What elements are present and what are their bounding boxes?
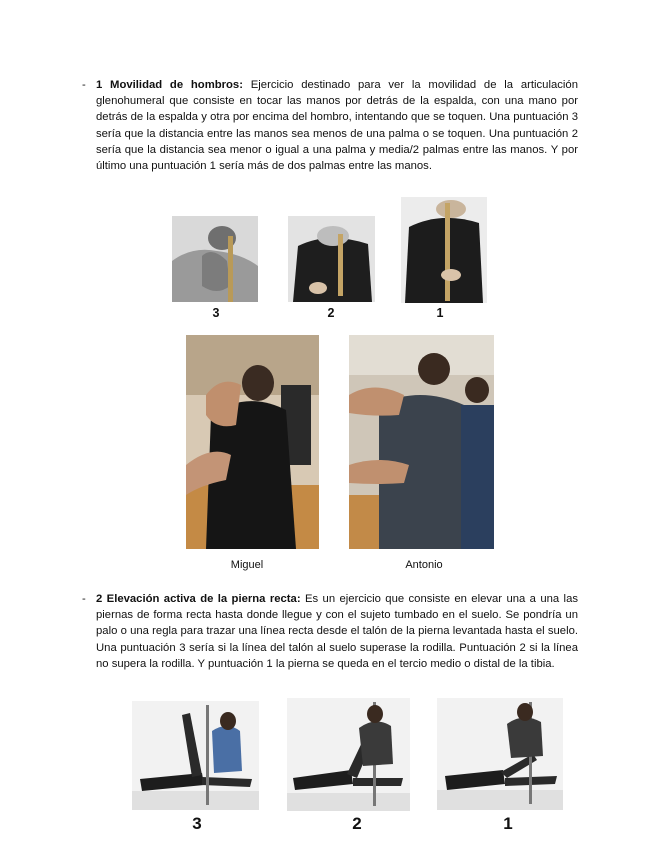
- score-label: 1: [503, 814, 513, 833]
- photo-caption: Miguel: [230, 559, 264, 571]
- section-2-paragraph: [82, 591, 578, 672]
- score-label: 3: [212, 306, 220, 320]
- shoulder-photo-score-2: [288, 216, 375, 302]
- score-label: 1: [436, 306, 444, 320]
- score-label: 2: [327, 306, 335, 320]
- bullet-marker: -: [82, 79, 86, 91]
- photo-caption: Antonio: [405, 559, 443, 571]
- shoulder-photo-score-1: [401, 197, 487, 303]
- shoulder-photo-score-3: [172, 216, 258, 302]
- photo-miguel: [186, 335, 319, 549]
- leg-raise-photo-score-2: [287, 698, 410, 811]
- section-2-heading: 2 Elevación activa de la pierna recta:: [96, 593, 301, 605]
- bullet-marker: -: [82, 593, 86, 605]
- section-1-body: Ejercicio destinado para ver la movilidad de la articulación glenohumeral que consiste en tocar las manos por detrás de la espalda, con una mano por detrás de la espalda y otra por encima del hombro, intentando que se toquen. Una puntuación 3 sería que la distancia entre las manos sea menos de una palma o se toquen. Una puntuación 2 sería que la distancia sea menor o igual a una palma y media/2 palmas entre las manos. Y por último una puntuación 1 sería más de dos palmas entre las manos.: [96, 79, 578, 173]
- score-label: 2: [352, 814, 362, 833]
- photo-antonio: [349, 335, 494, 549]
- score-label: 3: [192, 814, 202, 833]
- leg-raise-photo-score-1: [437, 698, 563, 810]
- section-1-paragraph: [82, 77, 578, 174]
- section-2-body: Es un ejercicio que consiste en elevar una a una las piernas de forma recta hasta donde llegue y con el sujeto tumbado en el suelo. Se pondría un palo o una regla para trazar una línea recta desde el talón de la pierna levantada hasta el suelo. Una puntuación 3 sería si la línea del talón al suelo superase la rodilla. Puntuación 2 si la línea no supera la rodilla. Y puntuación 1 la pierna se queda en el tercio medio o distal de la tibia.: [96, 593, 578, 670]
- section-1-heading: 1 Movilidad de hombros:: [96, 79, 243, 91]
- leg-raise-photo-score-3: [132, 701, 259, 810]
